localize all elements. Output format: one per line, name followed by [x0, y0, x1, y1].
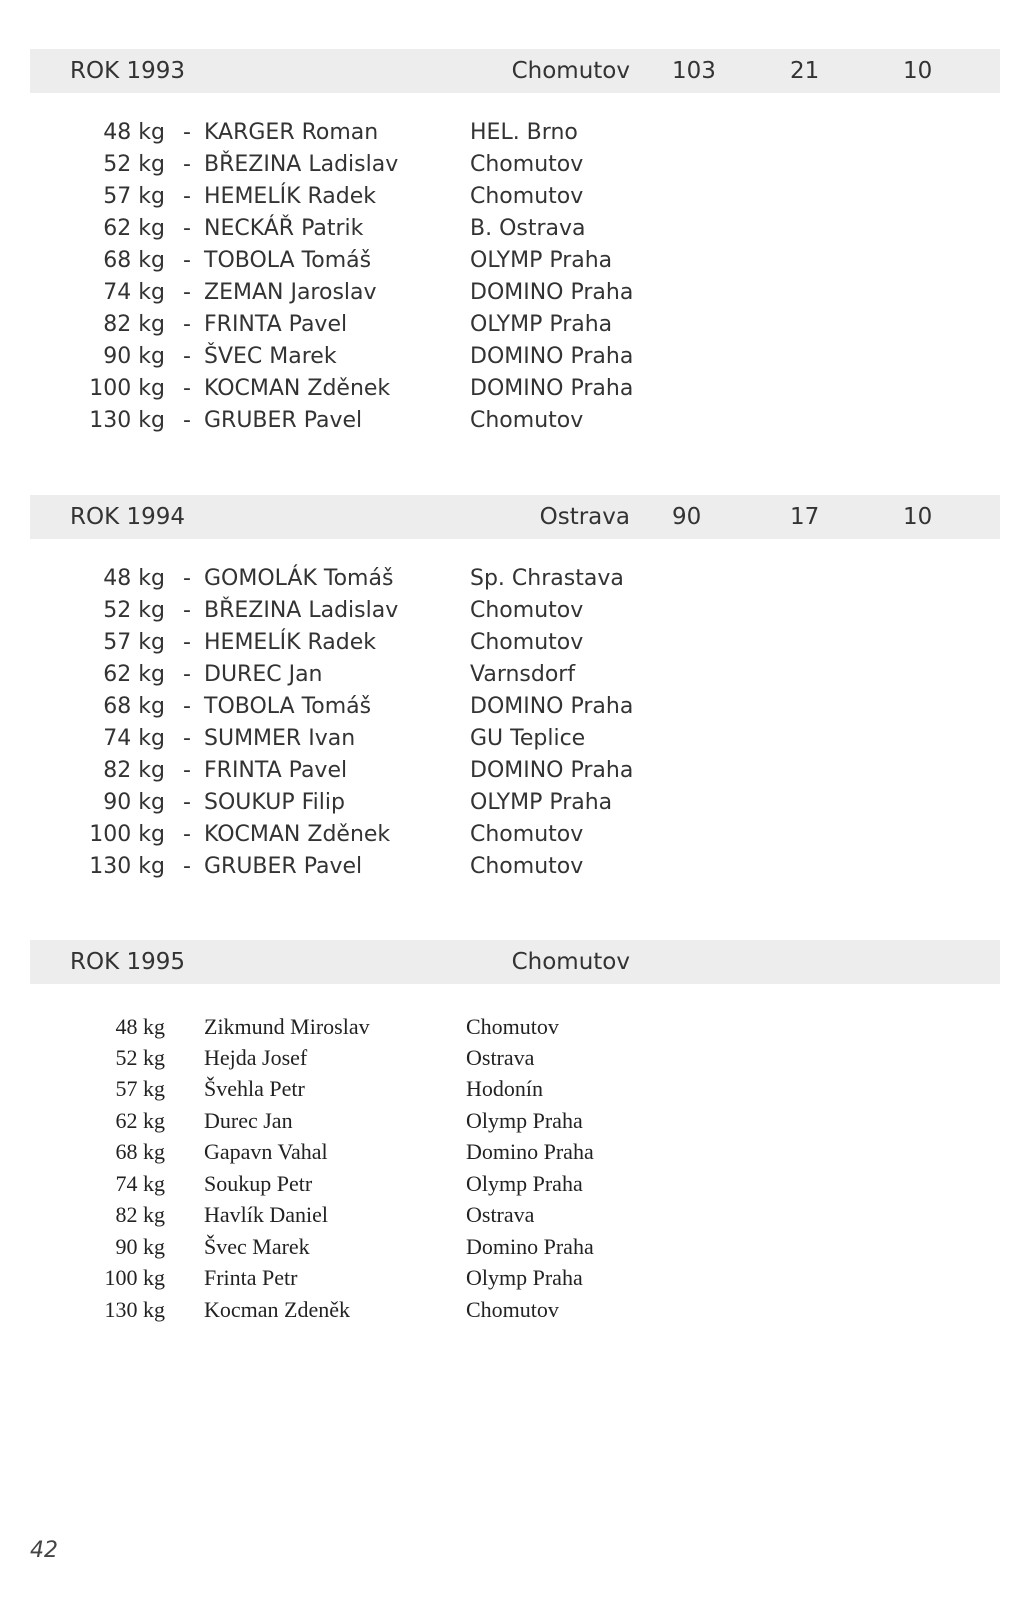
weight-class: 52 kg — [103, 152, 165, 177]
club-name: Chomutov — [466, 1014, 559, 1039]
club-name: DOMINO Praha — [470, 376, 634, 401]
weight-class: 74 kg — [103, 726, 165, 751]
club-name: Chomutov — [470, 152, 584, 177]
weight-class: 52 kg — [103, 598, 165, 623]
list-item: 48 kg - KARGER Roman HEL. Brno — [103, 120, 578, 145]
section-city: Ostrava — [539, 504, 630, 530]
club-name: DOMINO Praha — [470, 758, 634, 783]
weight-class: 130 kg — [89, 854, 165, 879]
athlete-name: TOBOLA Tomáš — [204, 248, 372, 273]
athlete-name: GRUBER Pavel — [204, 854, 363, 879]
weight-class: 62 kg — [115, 1108, 165, 1133]
weight-class: 48 kg — [103, 566, 165, 591]
weight-class: 62 kg — [103, 216, 165, 241]
club-name: Olymp Praha — [466, 1171, 583, 1196]
weight-class: 74 kg — [103, 280, 165, 305]
weight-class: 90 kg — [103, 790, 165, 815]
club-name: Chomutov — [470, 854, 584, 879]
weight-class: 130 kg — [89, 408, 165, 433]
athlete-name: GRUBER Pavel — [204, 408, 363, 433]
list-item: 74 kg - SUMMER Ivan GU Teplice — [103, 726, 586, 751]
list-item: 82 kg - FRINTA Pavel DOMINO Praha — [103, 758, 634, 783]
list-item — [0, 1171, 1027, 1203]
section-stat-3: 10 — [903, 504, 933, 530]
club-name: B. Ostrava — [470, 216, 586, 241]
athlete-name: Zikmund Miroslav — [204, 1014, 370, 1039]
athlete-name: DUREC Jan — [204, 662, 323, 687]
list-item: 90 kg - SOUKUP Filip OLYMP Praha — [103, 790, 613, 815]
weight-class: 82 kg — [115, 1202, 165, 1227]
weight-class: 62 kg — [103, 662, 165, 687]
club-name: Chomutov — [470, 408, 584, 433]
athlete-name: Kocman Zdeněk — [204, 1297, 350, 1322]
section-city: Chomutov — [511, 949, 630, 975]
section-header-bar — [30, 940, 1000, 984]
club-name: Chomutov — [466, 1297, 559, 1322]
list-item — [0, 1076, 1027, 1108]
weight-class: 100 kg — [104, 1265, 165, 1290]
athlete-name: BŘEZINA Ladislav — [204, 152, 399, 177]
weight-class: 57 kg — [115, 1076, 165, 1101]
club-name: Olymp Praha — [466, 1265, 583, 1290]
list-item: 90 kg - ŠVEC Marek DOMINO Praha — [103, 344, 634, 369]
athlete-name: Gapavn Vahal — [204, 1139, 328, 1164]
list-item — [0, 1297, 1027, 1329]
weight-class: 68 kg — [103, 694, 165, 719]
athlete-name: FRINTA Pavel — [204, 758, 348, 783]
weight-class: 57 kg — [103, 630, 165, 655]
section-stat-2: 17 — [790, 504, 820, 530]
athlete-name: FRINTA Pavel — [204, 312, 348, 337]
athlete-name: Švehla Petr — [204, 1076, 305, 1101]
athlete-name: Havlík Daniel — [204, 1202, 329, 1227]
weight-class: 90 kg — [103, 344, 165, 369]
athlete-name: HEMELÍK Radek — [204, 630, 377, 655]
club-name: Varnsdorf — [470, 662, 576, 687]
list-item — [0, 1265, 1027, 1297]
athlete-name: GOMOLÁK Tomáš — [204, 566, 394, 591]
list-item: 68 kg - TOBOLA Tomáš OLYMP Praha — [103, 248, 613, 273]
weight-class: 90 kg — [115, 1234, 165, 1259]
weight-class: 57 kg — [103, 184, 165, 209]
list-item: 74 kg - ZEMAN Jaroslav DOMINO Praha — [103, 280, 634, 305]
list-item — [0, 1108, 1027, 1140]
athlete-name: SUMMER Ivan — [204, 726, 356, 751]
club-name: Olymp Praha — [466, 1108, 583, 1133]
athlete-name: ŠVEC Marek — [204, 344, 337, 369]
club-name: OLYMP Praha — [470, 248, 613, 273]
weight-class: 100 kg — [89, 376, 165, 401]
list-item — [0, 1014, 1027, 1046]
athlete-name: NECKÁŘ Patrik — [204, 216, 364, 241]
club-name: Ostrava — [466, 1045, 535, 1070]
athlete-name: Durec Jan — [204, 1108, 293, 1133]
club-name: Hodonín — [466, 1076, 543, 1101]
club-name: Chomutov — [470, 630, 584, 655]
athlete-name: KOCMAN Zděnek — [204, 376, 391, 401]
club-name: OLYMP Praha — [470, 790, 613, 815]
list-item — [0, 1139, 1027, 1171]
list-item: 130 kg - GRUBER Pavel Chomutov — [89, 854, 584, 879]
section-stat-1: 103 — [672, 58, 716, 84]
club-name: DOMINO Praha — [470, 694, 634, 719]
section-stat-2: 21 — [790, 58, 820, 84]
athlete-name: KARGER Roman — [204, 120, 379, 145]
weight-class: 82 kg — [103, 312, 165, 337]
weight-class: 74 kg — [115, 1171, 165, 1196]
section-stat-1: 90 — [672, 504, 702, 530]
page-number: 42 — [30, 1538, 58, 1563]
list-item — [0, 1234, 1027, 1266]
list-item: 57 kg - HEMELÍK Radek Chomutov — [103, 630, 584, 655]
list-item: 82 kg - FRINTA Pavel OLYMP Praha — [103, 312, 613, 337]
club-name: Domino Praha — [466, 1234, 594, 1259]
club-name: HEL. Brno — [470, 120, 578, 145]
weight-class: 100 kg — [89, 822, 165, 847]
section-year: ROK 1993 — [70, 58, 186, 84]
weight-class: 82 kg — [103, 758, 165, 783]
weight-class: 68 kg — [103, 248, 165, 273]
athlete-name: Hejda Josef — [204, 1045, 308, 1070]
athlete-name: Frinta Petr — [204, 1265, 298, 1290]
weight-class: 48 kg — [115, 1014, 165, 1039]
list-item: 52 kg - BŘEZINA Ladislav Chomutov — [103, 598, 584, 623]
list-item: 62 kg - DUREC Jan Varnsdorf — [103, 662, 576, 687]
club-name: Sp. Chrastava — [470, 566, 624, 591]
list-item: 52 kg - BŘEZINA Ladislav Chomutov — [103, 152, 584, 177]
club-name: Ostrava — [466, 1202, 535, 1227]
section-stat-3: 10 — [903, 58, 933, 84]
list-item: 48 kg - GOMOLÁK Tomáš Sp. Chrastava — [103, 566, 624, 591]
list-item: 100 kg - KOCMAN Zděnek DOMINO Praha — [89, 376, 634, 401]
athlete-name: HEMELÍK Radek — [204, 184, 377, 209]
list-item: 62 kg - NECKÁŘ Patrik B. Ostrava — [103, 216, 586, 241]
athlete-name: ZEMAN Jaroslav — [204, 280, 377, 305]
section-city: Chomutov — [511, 58, 630, 84]
list-item: 100 kg - KOCMAN Zděnek Chomutov — [89, 822, 584, 847]
list-item — [0, 1045, 1027, 1077]
club-name: DOMINO Praha — [470, 344, 634, 369]
weight-class: 130 kg — [104, 1297, 165, 1322]
section-year: ROK 1995 — [70, 949, 186, 975]
list-item: 57 kg - HEMELÍK Radek Chomutov — [103, 184, 584, 209]
athlete-name: KOCMAN Zděnek — [204, 822, 391, 847]
club-name: Chomutov — [470, 822, 584, 847]
weight-class: 52 kg — [115, 1045, 165, 1070]
athlete-name: Soukup Petr — [204, 1171, 313, 1196]
athlete-name: Švec Marek — [204, 1234, 310, 1259]
list-item — [0, 1202, 1027, 1234]
club-name: Chomutov — [470, 184, 584, 209]
club-name: Chomutov — [470, 598, 584, 623]
section-header-bar — [30, 495, 1000, 539]
section-header-bar — [30, 49, 1000, 93]
club-name: Domino Praha — [466, 1139, 594, 1164]
athlete-name: SOUKUP Filip — [204, 790, 345, 815]
club-name: OLYMP Praha — [470, 312, 613, 337]
weight-class: 68 kg — [115, 1139, 165, 1164]
list-item: 68 kg - TOBOLA Tomáš DOMINO Praha — [103, 694, 634, 719]
athlete-name: TOBOLA Tomáš — [204, 694, 372, 719]
section-year: ROK 1994 — [70, 504, 186, 530]
club-name: DOMINO Praha — [470, 280, 634, 305]
list-item: 130 kg - GRUBER Pavel Chomutov — [89, 408, 584, 433]
athlete-name: BŘEZINA Ladislav — [204, 598, 399, 623]
club-name: GU Teplice — [470, 726, 586, 751]
weight-class: 48 kg — [103, 120, 165, 145]
